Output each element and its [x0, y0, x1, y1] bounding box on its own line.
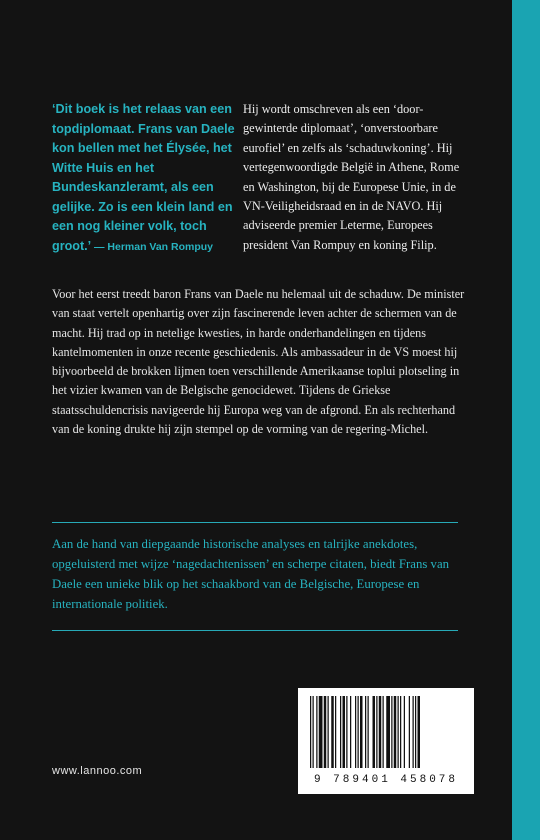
barcode-bar: [386, 696, 390, 768]
barcode-bar: [394, 696, 397, 768]
barcode-bar: [346, 696, 347, 768]
barcode-bar: [400, 696, 401, 768]
barcode: [298, 688, 474, 794]
barcode-bar: [413, 696, 414, 768]
barcode-bars: [306, 696, 466, 772]
divider-top: [52, 522, 458, 523]
barcode-bar: [398, 696, 399, 768]
barcode-bar: [331, 696, 334, 768]
isbn-number: 9 789401 458078: [313, 774, 459, 786]
spine-color-band: [512, 0, 540, 840]
barcode-bar: [383, 696, 384, 768]
author-description: Hij wordt omschreven als een ‘door-gewinterde diplomaat’, ‘onverstoorbare eurofiel’ en zelfs als ‘schaduwkoning’. Hij vertegenwoordigde België in Athene, Rome en Washington, bij de Europese Unie, in de VN-Veiligheidsraad en in de NAVO. Hij adviseerde premier Leterme, Europees president Van Rompuy en koning Filip.: [243, 102, 460, 252]
barcode-bar: [316, 696, 317, 768]
barcode-bar: [343, 696, 346, 768]
barcode-bar: [310, 696, 311, 768]
barcode-bar: [360, 696, 363, 768]
barcode-bar: [335, 696, 336, 768]
publisher-website: www.lannoo.com: [52, 765, 143, 777]
barcode-bar: [350, 696, 351, 768]
barcode-bar: [355, 696, 356, 768]
barcode-bar: [328, 696, 329, 768]
barcode-bar: [376, 696, 377, 768]
barcode-bar: [415, 696, 416, 768]
barcode-bar: [313, 696, 314, 768]
barcode-bar: [409, 696, 410, 768]
divider-bottom: [52, 630, 458, 631]
main-description: Voor het eerst treedt baron Frans van Daele nu helemaal uit de schaduw. De minister van staat vertelt openhartig over zijn fascinerende leven achter de schermen van de macht. Hij trad op in netelige kwesties, in harde onderhandelingen en tijdens kantelmomenten in onze recente geschiedenis. Als ambassadeur in de VS moest hij bijvoorbeeld de brokken lijmen toen verschillende Amerikaanse toplui plotseling in het vizier kwamen van de Belgische genocidewet. Tijdens de Griekse staatsschuldencrisis navigeerde hij Europa weg van de afgrond. En als rechterhand van de koning drukte hij zijn stempel op de vorming van de regering-Michel.: [52, 287, 465, 437]
barcode-bar: [319, 696, 323, 768]
barcode-bar: [379, 696, 382, 768]
quote-attribution: — Herman Van Rompuy: [93, 240, 214, 253]
highlight-blurb: Aan de hand van diepgaande historische analyses en talrijke anekdotes, opgeluisterd met wijze ‘nagedachtenissen’ en scherpe citaten, biedt Frans van Daele een unieke blik op het schaakbord van de Belgische, Europese en internationale politiek.: [52, 537, 450, 611]
barcode-bar: [404, 696, 405, 768]
barcode-bar: [368, 696, 369, 768]
barcode-bar: [324, 696, 327, 768]
barcode-bar: [365, 696, 366, 768]
barcode-bar: [391, 696, 392, 768]
barcode-bar: [358, 696, 359, 768]
barcode-bar: [340, 696, 341, 768]
barcode-bar: [373, 696, 376, 768]
quote-text: ‘Dit boek is het relaas van een topdiplomaat. Frans van Daele kon bellen met het Élysée, het Witte Huis en het Bundeskanzleramt, als een gelijke. Zo is een klein land en een nog kleiner volk, toch groot.’: [52, 102, 235, 253]
barcode-bar: [418, 696, 421, 768]
endorsement-quote: [52, 100, 237, 257]
